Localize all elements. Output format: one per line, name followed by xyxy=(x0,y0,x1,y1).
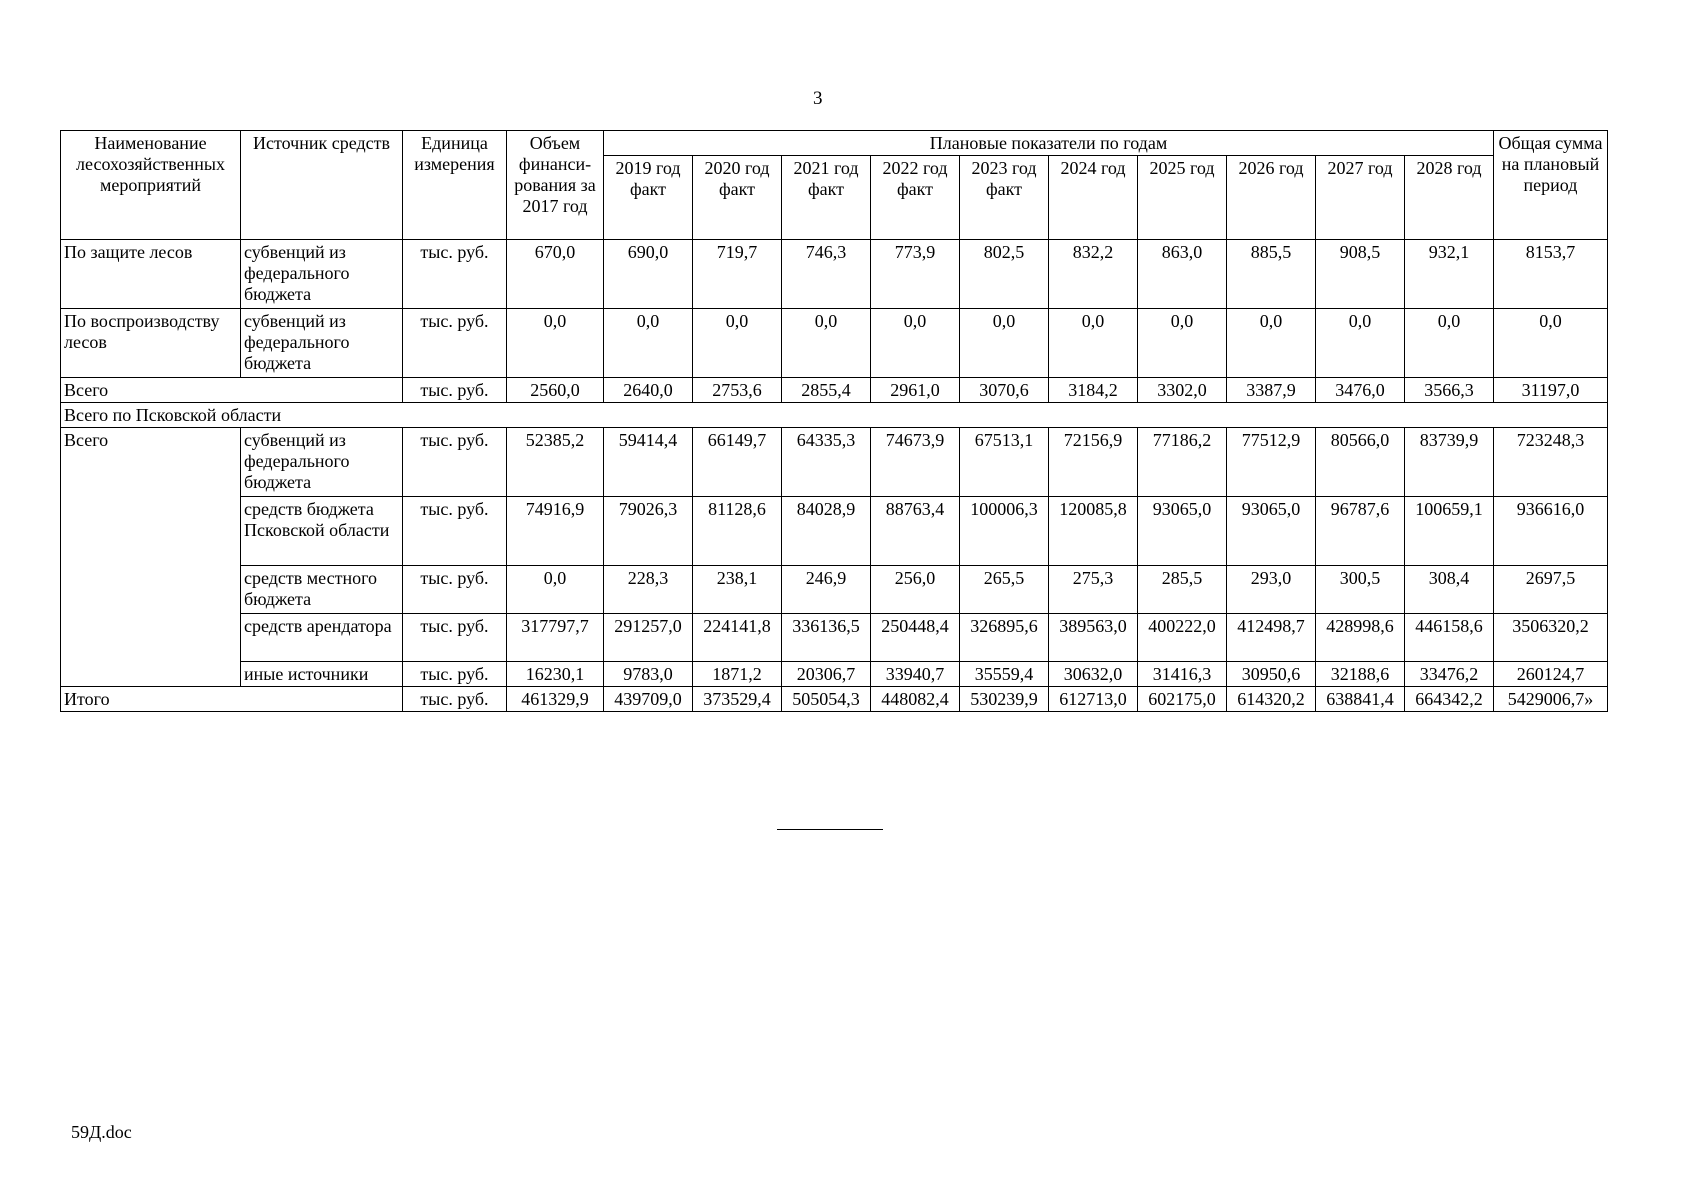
row-value: 3184,2 xyxy=(1049,378,1138,403)
footer-filename: 59Д.doc xyxy=(71,1122,132,1142)
row-name: По защите лесов xyxy=(61,240,241,309)
row-volume: 52385,2 xyxy=(507,428,604,497)
row-value: 80566,0 xyxy=(1316,428,1405,497)
header-name: Наименование лесохозяйственных мероприятий xyxy=(61,131,241,240)
header-year xyxy=(871,156,960,240)
row-unit: тыс. руб. xyxy=(403,428,507,497)
row-value: 93065,0 xyxy=(1138,497,1227,566)
row-value: 389563,0 xyxy=(1049,614,1138,662)
header-year xyxy=(1049,156,1138,240)
table-row xyxy=(61,662,1608,687)
row-value: 400222,0 xyxy=(1138,614,1227,662)
row-value: 802,5 xyxy=(960,240,1049,309)
row-value: 59414,4 xyxy=(604,428,693,497)
row-value: 67513,1 xyxy=(960,428,1049,497)
year-note: факт xyxy=(985,179,1023,199)
year-note: факт xyxy=(807,179,845,199)
row-value: 81128,6 xyxy=(693,497,782,566)
header-year xyxy=(1316,156,1405,240)
financing-table xyxy=(60,130,1608,712)
row-value: 0,0 xyxy=(1138,309,1227,378)
row-value: 3302,0 xyxy=(1138,378,1227,403)
row-value: 0,0 xyxy=(782,309,871,378)
row-volume: 74916,9 xyxy=(507,497,604,566)
table-row-grand-total xyxy=(61,687,1608,712)
table-row xyxy=(61,309,1608,378)
row-value: 614320,2 xyxy=(1227,687,1316,712)
row-value: 31416,3 xyxy=(1138,662,1227,687)
section-title-row xyxy=(61,403,1608,428)
group-name: Всего xyxy=(61,428,241,687)
year-label: 2028 год xyxy=(1416,158,1482,178)
header-year xyxy=(604,156,693,240)
row-unit: тыс. руб. xyxy=(403,614,507,662)
row-total: 31197,0 xyxy=(1494,378,1608,403)
row-value: 612713,0 xyxy=(1049,687,1138,712)
row-value: 3476,0 xyxy=(1316,378,1405,403)
row-volume: 461329,9 xyxy=(507,687,604,712)
table-row xyxy=(61,428,1608,497)
row-value: 20306,7 xyxy=(782,662,871,687)
row-value: 265,5 xyxy=(960,566,1049,614)
row-value: 33940,7 xyxy=(871,662,960,687)
row-value: 428998,6 xyxy=(1316,614,1405,662)
year-label: 2019 год xyxy=(615,158,681,178)
row-value: 2640,0 xyxy=(604,378,693,403)
row-value: 0,0 xyxy=(960,309,1049,378)
row-value: 250448,4 xyxy=(871,614,960,662)
row-total: 936616,0 xyxy=(1494,497,1608,566)
row-value: 88763,4 xyxy=(871,497,960,566)
row-value: 373529,4 xyxy=(693,687,782,712)
row-value: 773,9 xyxy=(871,240,960,309)
header-total: Общая сумма на плановый период xyxy=(1494,131,1608,240)
row-volume: 16230,1 xyxy=(507,662,604,687)
row-value: 293,0 xyxy=(1227,566,1316,614)
row-value: 638841,4 xyxy=(1316,687,1405,712)
year-label: 2027 год xyxy=(1327,158,1393,178)
section-title: Всего по Псковской области xyxy=(61,403,1608,428)
row-value: 412498,7 xyxy=(1227,614,1316,662)
row-value: 3566,3 xyxy=(1405,378,1494,403)
row-value: 602175,0 xyxy=(1138,687,1227,712)
row-value: 33476,2 xyxy=(1405,662,1494,687)
row-value: 224141,8 xyxy=(693,614,782,662)
row-value: 79026,3 xyxy=(604,497,693,566)
header-plan: Плановые показатели по годам xyxy=(604,131,1494,156)
row-value: 932,1 xyxy=(1405,240,1494,309)
row-value: 64335,3 xyxy=(782,428,871,497)
row-source: субвенций из федерального бюджета xyxy=(241,309,403,378)
table-row-subtotal xyxy=(61,378,1608,403)
row-source: иные источники xyxy=(241,662,403,687)
row-value: 100659,1 xyxy=(1405,497,1494,566)
header-year xyxy=(960,156,1049,240)
header-year xyxy=(1405,156,1494,240)
row-total: 3506320,2 xyxy=(1494,614,1608,662)
row-name: Итого xyxy=(61,687,403,712)
row-name: По воспроизводству лесов xyxy=(61,309,241,378)
row-total: 5429006,7» xyxy=(1494,687,1608,712)
row-unit: тыс. руб. xyxy=(403,240,507,309)
row-value: 505054,3 xyxy=(782,687,871,712)
page-number: 3 xyxy=(813,88,823,109)
row-value: 66149,7 xyxy=(693,428,782,497)
header-year xyxy=(782,156,871,240)
row-total: 2697,5 xyxy=(1494,566,1608,614)
row-volume: 2560,0 xyxy=(507,378,604,403)
table-row xyxy=(61,497,1608,566)
row-value: 863,0 xyxy=(1138,240,1227,309)
table-row xyxy=(61,614,1608,662)
year-note: факт xyxy=(718,179,756,199)
row-value: 3387,9 xyxy=(1227,378,1316,403)
row-value: 100006,3 xyxy=(960,497,1049,566)
header-year xyxy=(693,156,782,240)
row-unit: тыс. руб. xyxy=(403,309,507,378)
row-value: 246,9 xyxy=(782,566,871,614)
row-unit: тыс. руб. xyxy=(403,566,507,614)
row-value: 32188,6 xyxy=(1316,662,1405,687)
row-source: субвенций из федерального бюджета xyxy=(241,428,403,497)
year-note: факт xyxy=(629,179,667,199)
table-row xyxy=(61,566,1608,614)
year-label: 2023 год xyxy=(971,158,1037,178)
row-total: 8153,7 xyxy=(1494,240,1608,309)
row-value: 77512,9 xyxy=(1227,428,1316,497)
header-year xyxy=(1227,156,1316,240)
row-value: 908,5 xyxy=(1316,240,1405,309)
row-value: 228,3 xyxy=(604,566,693,614)
row-volume: 317797,7 xyxy=(507,614,604,662)
row-value: 690,0 xyxy=(604,240,693,309)
row-value: 0,0 xyxy=(1227,309,1316,378)
row-value: 0,0 xyxy=(1049,309,1138,378)
row-value: 256,0 xyxy=(871,566,960,614)
row-name: Всего xyxy=(61,378,403,403)
row-value: 275,3 xyxy=(1049,566,1138,614)
row-unit: тыс. руб. xyxy=(403,687,507,712)
row-unit: тыс. руб. xyxy=(403,662,507,687)
row-value: 291257,0 xyxy=(604,614,693,662)
row-value: 336136,5 xyxy=(782,614,871,662)
row-volume: 0,0 xyxy=(507,309,604,378)
row-value: 0,0 xyxy=(1405,309,1494,378)
row-unit: тыс. руб. xyxy=(403,497,507,566)
row-value: 0,0 xyxy=(871,309,960,378)
year-label: 2024 год xyxy=(1060,158,1126,178)
row-value: 308,4 xyxy=(1405,566,1494,614)
row-value: 3070,6 xyxy=(960,378,1049,403)
year-label: 2026 год xyxy=(1238,158,1304,178)
row-value: 719,7 xyxy=(693,240,782,309)
header-year xyxy=(1138,156,1227,240)
row-value: 448082,4 xyxy=(871,687,960,712)
row-value: 285,5 xyxy=(1138,566,1227,614)
header-source: Источник средств xyxy=(241,131,403,240)
row-volume: 0,0 xyxy=(507,566,604,614)
row-value: 2855,4 xyxy=(782,378,871,403)
row-value: 2753,6 xyxy=(693,378,782,403)
row-value: 439709,0 xyxy=(604,687,693,712)
row-value: 35559,4 xyxy=(960,662,1049,687)
row-value: 885,5 xyxy=(1227,240,1316,309)
row-value: 84028,9 xyxy=(782,497,871,566)
row-value: 664342,2 xyxy=(1405,687,1494,712)
row-unit: тыс. руб. xyxy=(403,378,507,403)
row-total: 723248,3 xyxy=(1494,428,1608,497)
row-source: средств местного бюджета xyxy=(241,566,403,614)
row-value: 83739,9 xyxy=(1405,428,1494,497)
table-row xyxy=(61,240,1608,309)
row-total: 260124,7 xyxy=(1494,662,1608,687)
row-value: 72156,9 xyxy=(1049,428,1138,497)
header-volume: Объем финанси-рования за 2017 год xyxy=(507,131,604,240)
row-value: 9783,0 xyxy=(604,662,693,687)
row-source: субвенций из федерального бюджета xyxy=(241,240,403,309)
end-divider xyxy=(777,829,883,830)
header-row-1 xyxy=(61,131,1608,156)
row-total: 0,0 xyxy=(1494,309,1608,378)
year-label: 2021 год xyxy=(793,158,859,178)
row-value: 238,1 xyxy=(693,566,782,614)
row-value: 326895,6 xyxy=(960,614,1049,662)
row-value: 93065,0 xyxy=(1227,497,1316,566)
row-value: 0,0 xyxy=(693,309,782,378)
row-value: 300,5 xyxy=(1316,566,1405,614)
row-value: 120085,8 xyxy=(1049,497,1138,566)
row-value: 74673,9 xyxy=(871,428,960,497)
year-note: факт xyxy=(896,179,934,199)
year-label: 2025 год xyxy=(1149,158,1215,178)
row-value: 832,2 xyxy=(1049,240,1138,309)
row-value: 0,0 xyxy=(1316,309,1405,378)
row-value: 30632,0 xyxy=(1049,662,1138,687)
row-value: 96787,6 xyxy=(1316,497,1405,566)
row-value: 530239,9 xyxy=(960,687,1049,712)
row-value: 30950,6 xyxy=(1227,662,1316,687)
row-value: 77186,2 xyxy=(1138,428,1227,497)
row-value: 746,3 xyxy=(782,240,871,309)
row-volume: 670,0 xyxy=(507,240,604,309)
row-value: 0,0 xyxy=(604,309,693,378)
year-label: 2022 год xyxy=(882,158,948,178)
row-source: средств арендатора xyxy=(241,614,403,662)
header-unit: Единица измерения xyxy=(403,131,507,240)
year-label: 2020 год xyxy=(704,158,770,178)
row-value: 1871,2 xyxy=(693,662,782,687)
row-value: 2961,0 xyxy=(871,378,960,403)
row-source: средств бюджета Псковской области xyxy=(241,497,403,566)
row-value: 446158,6 xyxy=(1405,614,1494,662)
